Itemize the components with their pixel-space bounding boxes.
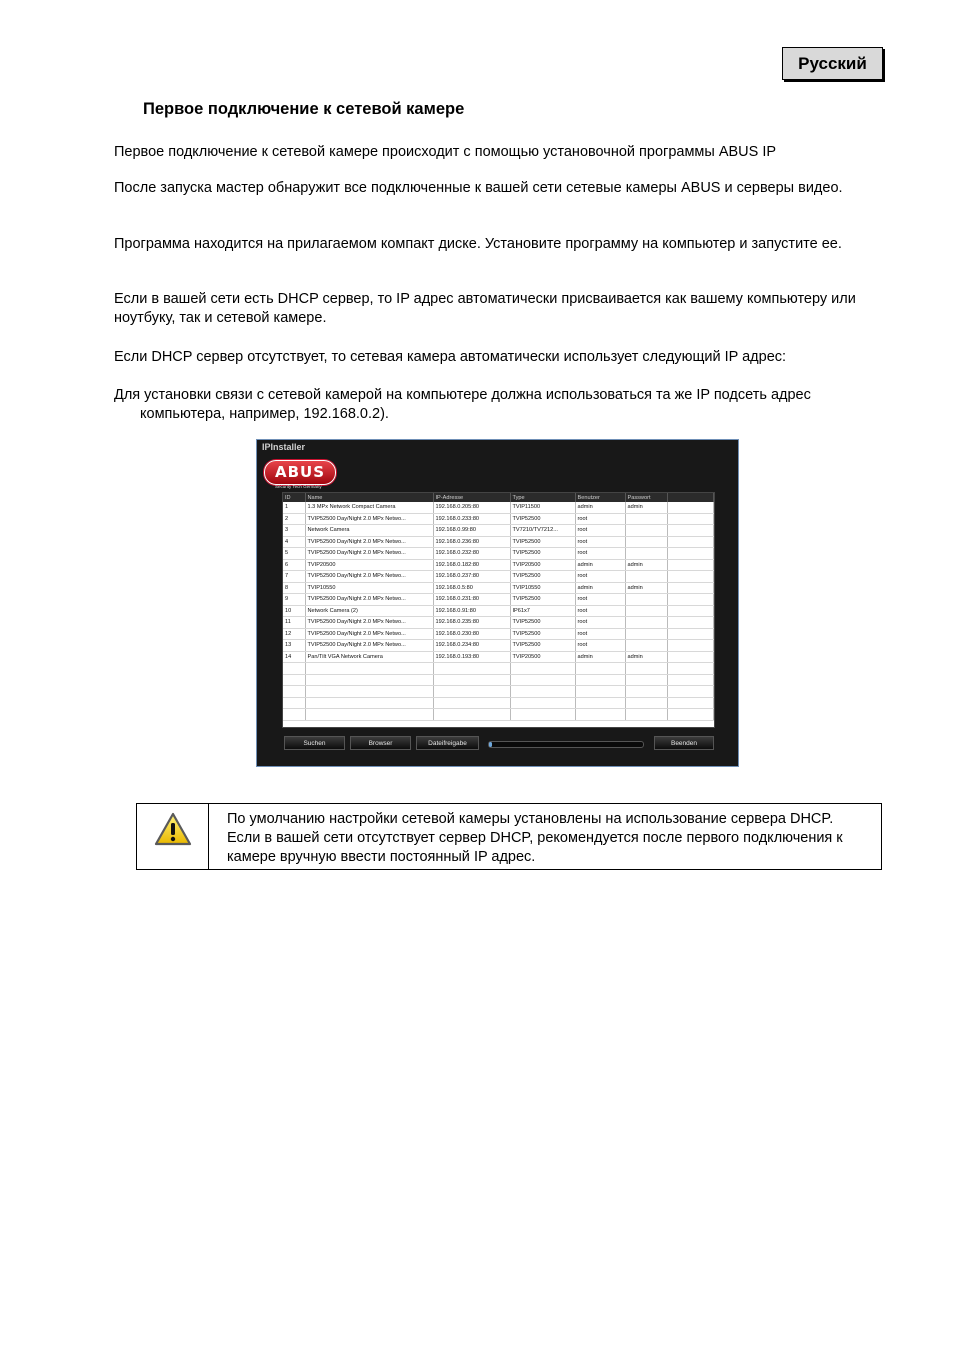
table-cell-empty bbox=[433, 663, 510, 675]
note-icon-cell bbox=[137, 804, 209, 869]
table-row[interactable] bbox=[283, 525, 714, 537]
table-cell: 192.168.0.182:80 bbox=[433, 559, 510, 571]
table-cell: TVIP52500 Day/Night 2.0 MPx Netwo... bbox=[305, 617, 433, 629]
table-row[interactable] bbox=[283, 617, 714, 629]
file-share-button[interactable]: Dateifreigabe bbox=[416, 736, 479, 750]
table-cell-filler bbox=[667, 502, 714, 513]
table-cell: root bbox=[575, 617, 625, 629]
table-cell: 192.168.0.205:80 bbox=[433, 502, 510, 513]
table-cell-empty bbox=[510, 697, 575, 709]
section-heading: Первое подключение к сетевой камере bbox=[143, 100, 465, 118]
table-cell: TVIP52500 bbox=[510, 640, 575, 652]
table-cell-empty bbox=[433, 686, 510, 698]
table-cell: Network Camera (2) bbox=[305, 605, 433, 617]
table-cell bbox=[625, 605, 667, 617]
table-cell: admin bbox=[625, 502, 667, 513]
table-cell-empty bbox=[305, 697, 433, 709]
paragraph: Если DHCP сервер отсутствует, то сетевая камера автоматически использует следующий IP адрес: bbox=[114, 349, 787, 365]
table-cell bbox=[625, 548, 667, 560]
table-cell-filler bbox=[667, 548, 714, 560]
table-cell-empty bbox=[667, 697, 714, 709]
table-row[interactable] bbox=[283, 513, 714, 525]
table-cell: TVIP52500 Day/Night 2.0 MPx Netwo... bbox=[305, 513, 433, 525]
table-cell-filler bbox=[667, 617, 714, 629]
table-cell: 1.3 MPx Network Compact Camera bbox=[305, 502, 433, 513]
table-row[interactable] bbox=[283, 628, 714, 640]
table-cell: TVIP20500 bbox=[510, 559, 575, 571]
table-cell: 192.168.0.231:80 bbox=[433, 594, 510, 606]
table-cell-filler bbox=[667, 536, 714, 548]
table-cell: TVIP52500 bbox=[510, 536, 575, 548]
table-cell: Pan/Tilt VGA Network Camera bbox=[305, 651, 433, 663]
table-cell: root bbox=[575, 605, 625, 617]
table-row[interactable] bbox=[283, 594, 714, 606]
table-cell: 3 bbox=[283, 525, 305, 537]
paragraph: Программа находится на прилагаемом компакт диске. Установите программу на компьютер и запустите ее. bbox=[114, 236, 842, 252]
table-header-row bbox=[283, 493, 714, 502]
window-title: IPInstaller bbox=[262, 442, 306, 452]
table-cell: root bbox=[575, 525, 625, 537]
table-cell-empty bbox=[625, 686, 667, 698]
table-cell: TVIP52500 Day/Night 2.0 MPx Netwo... bbox=[305, 628, 433, 640]
table-cell-empty bbox=[305, 674, 433, 686]
table-row[interactable] bbox=[283, 571, 714, 583]
table-cell: 2 bbox=[283, 513, 305, 525]
table-cell: 192.168.0.5:80 bbox=[433, 582, 510, 594]
table-cell: 192.168.0.91:80 bbox=[433, 605, 510, 617]
table-cell: 10 bbox=[283, 605, 305, 617]
table-cell: 12 bbox=[283, 628, 305, 640]
table-cell-empty bbox=[283, 663, 305, 675]
table-cell-filler bbox=[667, 628, 714, 640]
table-cell: TVIP52500 Day/Night 2.0 MPx Netwo... bbox=[305, 571, 433, 583]
table-cell: admin bbox=[625, 651, 667, 663]
table-cell-empty bbox=[283, 697, 305, 709]
quit-button[interactable]: Beenden bbox=[654, 736, 714, 750]
table-row[interactable] bbox=[283, 640, 714, 652]
table-cell-empty bbox=[625, 674, 667, 686]
table-cell: root bbox=[575, 571, 625, 583]
table-cell: 192.168.0.237:80 bbox=[433, 571, 510, 583]
table-cell-empty bbox=[433, 709, 510, 721]
progress-fill bbox=[489, 742, 492, 747]
table-cell bbox=[625, 513, 667, 525]
table-cell-filler bbox=[667, 594, 714, 606]
table-cell: 192.168.0.233:80 bbox=[433, 513, 510, 525]
table-row[interactable] bbox=[283, 582, 714, 594]
table-cell: 7 bbox=[283, 571, 305, 583]
empty-table-row bbox=[283, 686, 714, 698]
table-cell: 8 bbox=[283, 582, 305, 594]
table-cell-empty bbox=[625, 663, 667, 675]
table-cell: admin bbox=[575, 502, 625, 513]
table-cell bbox=[625, 525, 667, 537]
table-cell bbox=[625, 571, 667, 583]
empty-table-row bbox=[283, 697, 714, 709]
table-cell: 192.168.0.234:80 bbox=[433, 640, 510, 652]
empty-table-row bbox=[283, 709, 714, 721]
table-cell: TVIP10550 bbox=[305, 582, 433, 594]
column-header[interactable]: IP-Adresse bbox=[433, 493, 510, 502]
table-cell: 4 bbox=[283, 536, 305, 548]
table-cell: 192.168.0.232:80 bbox=[433, 548, 510, 560]
table-cell: 6 bbox=[283, 559, 305, 571]
table-cell: TVIP20500 bbox=[510, 651, 575, 663]
table-cell: 192.168.0.193:80 bbox=[433, 651, 510, 663]
table-cell-filler bbox=[667, 513, 714, 525]
table-cell: root bbox=[575, 594, 625, 606]
empty-table-row bbox=[283, 663, 714, 675]
table-cell-filler bbox=[667, 571, 714, 583]
table-cell: TVIP10550 bbox=[510, 582, 575, 594]
column-header[interactable]: Benutzer bbox=[575, 493, 625, 502]
table-cell-empty bbox=[510, 674, 575, 686]
table-cell: 192.168.0.235:80 bbox=[433, 617, 510, 629]
logo-tagline: Security Tech Germany bbox=[275, 484, 322, 489]
table-cell: admin bbox=[625, 559, 667, 571]
table-cell-empty bbox=[575, 686, 625, 698]
table-cell: admin bbox=[575, 559, 625, 571]
table-cell-empty bbox=[625, 709, 667, 721]
table-cell bbox=[625, 594, 667, 606]
empty-table-row bbox=[283, 674, 714, 686]
table-cell: TV7210/TV7212... bbox=[510, 525, 575, 537]
warning-note bbox=[136, 803, 882, 870]
table-row[interactable] bbox=[283, 605, 714, 617]
table-cell: admin bbox=[575, 651, 625, 663]
table-cell: 13 bbox=[283, 640, 305, 652]
table-cell bbox=[625, 640, 667, 652]
table-cell-empty bbox=[510, 663, 575, 675]
table-cell: TVIP52500 bbox=[510, 571, 575, 583]
table-cell-empty bbox=[305, 663, 433, 675]
table-cell-filler bbox=[667, 651, 714, 663]
table-cell: 5 bbox=[283, 548, 305, 560]
table-cell: 14 bbox=[283, 651, 305, 663]
table-cell: TVIP11500 bbox=[510, 502, 575, 513]
table-cell: TVIP52500 Day/Night 2.0 MPx Netwo... bbox=[305, 594, 433, 606]
ipinstaller-screenshot bbox=[256, 439, 739, 767]
table-row[interactable] bbox=[283, 651, 714, 663]
paragraph: Для установки связи с сетевой камерой на компьютере должна использоваться та же IP подсеть адрес компьютера, например, 192.168.0.2). bbox=[114, 387, 811, 422]
table-cell-empty bbox=[305, 686, 433, 698]
table-cell: 11 bbox=[283, 617, 305, 629]
column-header[interactable]: Name bbox=[305, 493, 433, 502]
table-cell-empty bbox=[283, 709, 305, 721]
table-body bbox=[283, 502, 714, 720]
column-header-filler bbox=[667, 493, 714, 502]
table-cell-filler bbox=[667, 640, 714, 652]
table-cell: TVIP20500 bbox=[305, 559, 433, 571]
table-cell: root bbox=[575, 513, 625, 525]
table-cell bbox=[625, 536, 667, 548]
table-cell-empty bbox=[667, 686, 714, 698]
table-cell: TVIP52500 bbox=[510, 513, 575, 525]
table-cell-empty bbox=[575, 674, 625, 686]
paragraph: Первое подключение к сетевой камере происходит с помощью установочной программы ABUS IP bbox=[114, 144, 777, 160]
table-cell: TVIP52500 Day/Night 2.0 MPx Netwo... bbox=[305, 548, 433, 560]
table-cell: root bbox=[575, 548, 625, 560]
table-cell: 192.168.0.230:80 bbox=[433, 628, 510, 640]
table-cell: 192.168.0.236:80 bbox=[433, 536, 510, 548]
table-cell: TVIP52500 Day/Night 2.0 MPx Netwo... bbox=[305, 640, 433, 652]
table-cell-empty bbox=[305, 709, 433, 721]
table-cell: TVIP52500 bbox=[510, 617, 575, 629]
table-cell: IP61x7 bbox=[510, 605, 575, 617]
table-cell-empty bbox=[510, 709, 575, 721]
table-cell: TVIP52500 bbox=[510, 594, 575, 606]
table-cell-empty bbox=[283, 686, 305, 698]
table-cell: TVIP52500 bbox=[510, 628, 575, 640]
table-cell-empty bbox=[667, 674, 714, 686]
table-row[interactable] bbox=[283, 559, 714, 571]
column-header[interactable]: Passwort bbox=[625, 493, 667, 502]
browser-button[interactable]: Browser bbox=[350, 736, 411, 750]
table-cell: 1 bbox=[283, 502, 305, 513]
table-cell-empty bbox=[667, 709, 714, 721]
table-cell bbox=[625, 617, 667, 629]
table-cell: TVIP52500 Day/Night 2.0 MPx Netwo... bbox=[305, 536, 433, 548]
search-progress-bar bbox=[488, 741, 644, 748]
table-cell-empty bbox=[433, 697, 510, 709]
table-cell-empty bbox=[575, 663, 625, 675]
table-row[interactable] bbox=[283, 502, 714, 513]
table-cell-filler bbox=[667, 582, 714, 594]
table-cell-filler bbox=[667, 525, 714, 537]
search-button[interactable]: Suchen bbox=[284, 736, 345, 750]
table-row[interactable] bbox=[283, 536, 714, 548]
table-cell bbox=[625, 628, 667, 640]
table-cell-empty bbox=[625, 697, 667, 709]
language-tab: Русский bbox=[782, 47, 883, 80]
paragraph: После запуска мастер обнаружит все подключенные к вашей сети сетевые камеры ABUS и серверы видео. bbox=[114, 180, 843, 196]
column-header[interactable]: ID bbox=[283, 493, 305, 502]
column-header[interactable]: Type bbox=[510, 493, 575, 502]
table-cell: 9 bbox=[283, 594, 305, 606]
table-cell: root bbox=[575, 536, 625, 548]
table-cell: TVIP52500 bbox=[510, 548, 575, 560]
device-table bbox=[282, 492, 715, 728]
note-text: По умолчанию настройки сетевой камеры установлены на использование сервера DHCP. Если в вашей сети отсутствует сервер DHCP, рекомендуется после первого подключения к камере вручную ввести постоянный IP адрес. bbox=[227, 811, 843, 865]
table-cell-empty bbox=[667, 663, 714, 675]
table-cell: 192.168.0.99:80 bbox=[433, 525, 510, 537]
table-cell-empty bbox=[283, 674, 305, 686]
table-row[interactable] bbox=[283, 548, 714, 560]
table-cell: Network Camera bbox=[305, 525, 433, 537]
table-cell-empty bbox=[575, 709, 625, 721]
table-cell-empty bbox=[575, 697, 625, 709]
table-cell-filler bbox=[667, 605, 714, 617]
table-cell-filler bbox=[667, 559, 714, 571]
warning-triangle-icon bbox=[154, 812, 192, 846]
table-cell-empty bbox=[433, 674, 510, 686]
paragraph: Если в вашей сети есть DHCP сервер, то IP адрес автоматически присваивается как вашему компьютеру или ноутбуку, так и сетевой камере. bbox=[114, 291, 856, 326]
table-cell: root bbox=[575, 640, 625, 652]
table-cell: admin bbox=[575, 582, 625, 594]
table-cell: root bbox=[575, 628, 625, 640]
abus-logo: ABUS bbox=[264, 460, 336, 485]
table-cell: admin bbox=[625, 582, 667, 594]
table-cell-empty bbox=[510, 686, 575, 698]
